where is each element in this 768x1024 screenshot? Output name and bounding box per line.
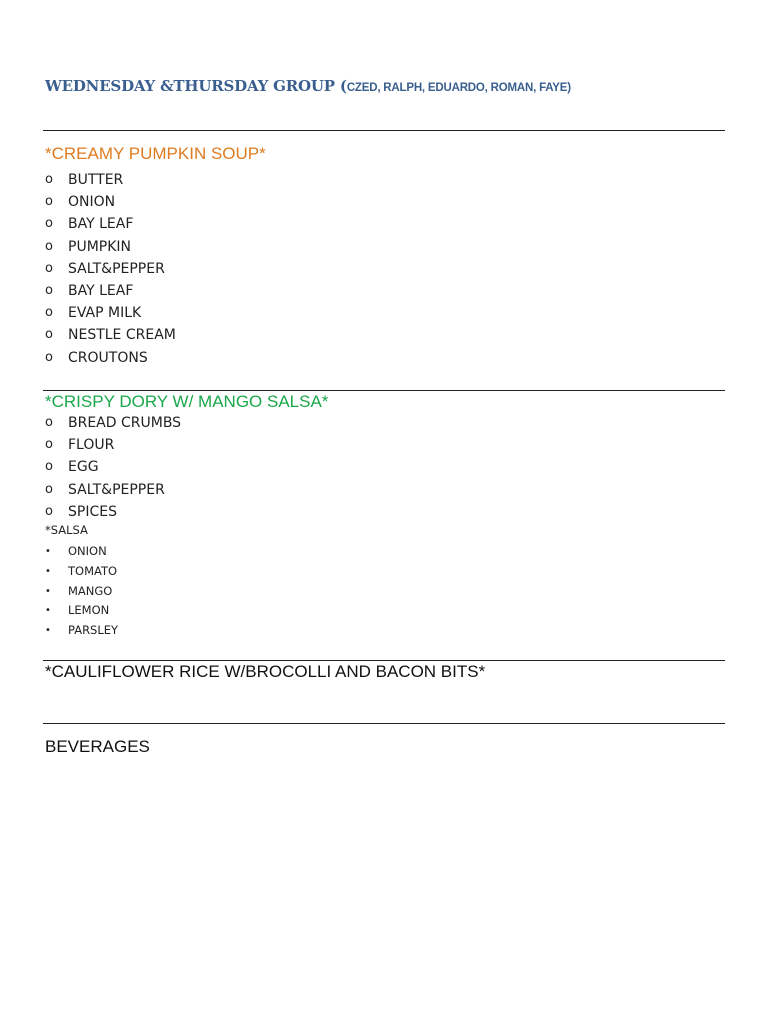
- dory-heading: *CRISPY DORY W/ MANGO SALSA*: [45, 392, 329, 411]
- circle-bullet-icon: o: [45, 327, 53, 343]
- dot-bullet-icon: •: [45, 625, 51, 637]
- section-divider: [43, 390, 725, 391]
- circle-bullet-icon: o: [45, 503, 53, 519]
- list-item: o NESTLE CREAM: [45, 324, 176, 346]
- soup-heading: *CREAMY PUMPKIN SOUP*: [45, 144, 266, 163]
- list-item: o EVAP MILK: [45, 302, 176, 324]
- salsa-label: *SALSA: [45, 523, 88, 537]
- dot-bullet-icon: •: [45, 546, 51, 557]
- list-item: o BREAD CRUMBS: [45, 412, 181, 434]
- list-item: • LEMON: [45, 601, 118, 621]
- cauliflower-heading: *CAULIFLOWER RICE W/BROCOLLI AND BACON BITS*: [45, 662, 486, 681]
- list-item: o CROUTONS: [45, 347, 176, 369]
- list-item: o SPICES: [45, 501, 181, 523]
- circle-bullet-icon: o: [45, 282, 53, 298]
- section-divider: [43, 130, 725, 131]
- circle-bullet-icon: o: [45, 260, 53, 276]
- page-title: [45, 77, 571, 95]
- list-item: o EGG: [45, 456, 181, 478]
- list-item: o BUTTER: [45, 169, 176, 191]
- list-item: o FLOUR: [45, 434, 181, 456]
- circle-bullet-icon: o: [45, 238, 53, 254]
- list-item: • PARSLEY: [45, 621, 118, 641]
- dot-bullet-icon: •: [45, 605, 51, 617]
- list-item: • TOMATO: [45, 562, 118, 582]
- circle-bullet-icon: o: [45, 305, 53, 321]
- circle-bullet-icon: o: [45, 459, 53, 475]
- dory-ingredient-list: [45, 412, 181, 523]
- group-members: CZED, RALPH, EDUARDO, ROMAN, FAYE: [346, 82, 568, 94]
- dot-bullet-icon: •: [45, 565, 51, 577]
- circle-bullet-icon: o: [45, 194, 53, 210]
- circle-bullet-icon: o: [45, 437, 53, 453]
- section-divider: [43, 723, 725, 724]
- section-divider: [43, 660, 725, 661]
- circle-bullet-icon: o: [45, 172, 53, 187]
- list-item: o BAY LEAF: [45, 213, 176, 235]
- list-item: • ONION: [45, 542, 118, 562]
- title-close: ): [567, 82, 571, 94]
- circle-bullet-icon: o: [45, 349, 53, 365]
- beverages-heading: BEVERAGES: [45, 737, 150, 756]
- title-main: WEDNESDAY &THURSDAY GROUP (: [45, 77, 347, 95]
- list-item: o SALT&PEPPER: [45, 479, 181, 501]
- salsa-ingredient-list: [45, 542, 118, 641]
- list-item: o SALT&PEPPER: [45, 258, 176, 280]
- dot-bullet-icon: •: [45, 585, 51, 597]
- soup-ingredient-list: [45, 169, 176, 369]
- list-item: o PUMPKIN: [45, 236, 176, 258]
- circle-bullet-icon: o: [45, 216, 53, 232]
- list-item: o BAY LEAF: [45, 280, 176, 302]
- list-item: o ONION: [45, 191, 176, 213]
- list-item: • MANGO: [45, 582, 118, 602]
- circle-bullet-icon: o: [45, 481, 53, 497]
- circle-bullet-icon: o: [45, 415, 53, 430]
